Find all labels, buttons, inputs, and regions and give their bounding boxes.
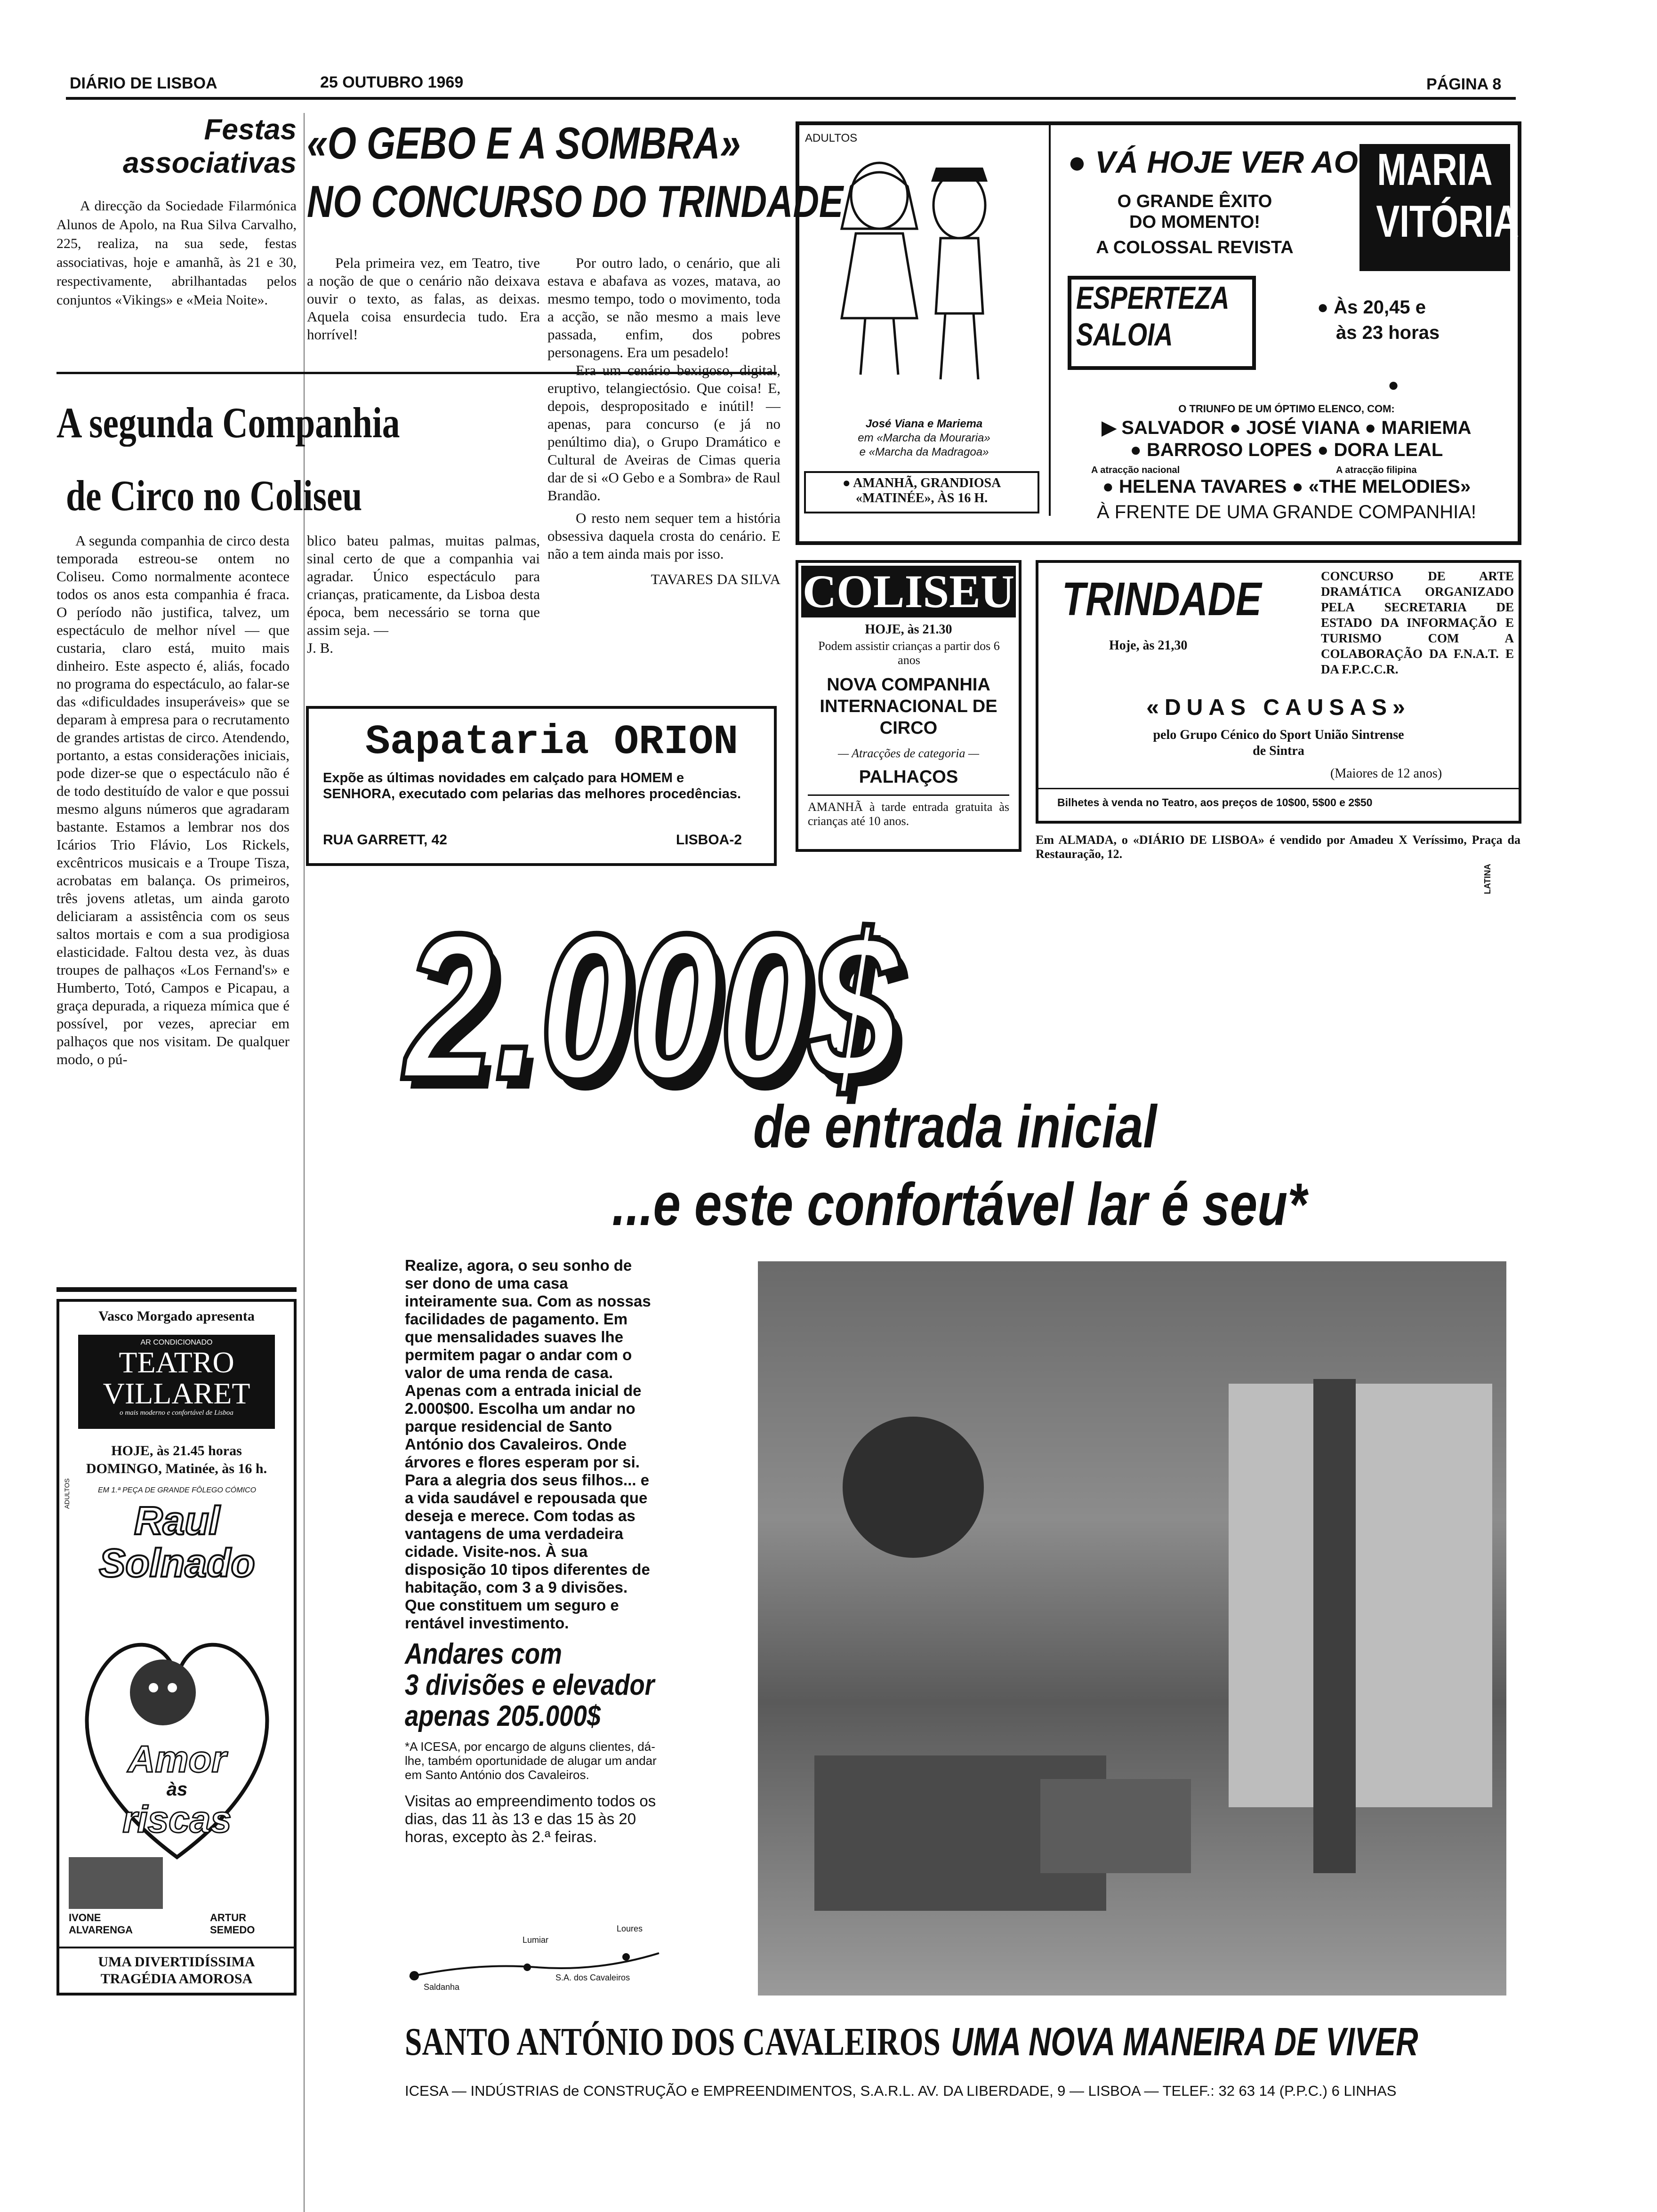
big-price: 2.000$ (405, 891, 899, 1122)
theatre-logo: MARIA VITÓRIA (1359, 144, 1510, 271)
exito-text: O GRANDE ÊXITO DO MOMENTO! A COLOSSAL REVISTA (1096, 192, 1294, 257)
masthead-name: DIÁRIO DE LISBOA (70, 74, 217, 92)
cast-line-3: ● HELENA TAVARES ● «THE MELODIES» (1102, 476, 1471, 497)
elenco-line: O TRIUNFO DE UM ÓPTIMO ELENCO, COM: (1178, 403, 1395, 415)
frente-line: À FRENTE DE UMA GRANDE COMPANHIA! (1096, 502, 1476, 522)
gebo-signature: TAVARES DA SILVA (651, 571, 780, 587)
coliseu-ad: COLISEU HOJE, às 21.30 Podem assistir crianças a partir dos 6 anos NOVA COMPANHIA INTERNACIONAL DE CIRCO — Atracções de categoria — PALHAÇOS AMANHÃ à tarde entrada gratuita às crianças até 10 anos. (796, 560, 1022, 852)
gebo-col-1: Pela primeira vez, em Teatro, tive a noção de que o cenário não deixava ouvir o texto, as falas, as deixas. Aquela coisa ensurdecia tudo. Era horrível! (307, 255, 540, 343)
show-logo: ESPERTEZA SALOIA (1068, 276, 1256, 370)
page-number: PÁGINA 8 (1426, 75, 1502, 93)
coliseu-nova: NOVA COMPANHIA INTERNACIONAL DE CIRCO (820, 675, 997, 738)
amor-logo: Amor às riscas (122, 1738, 232, 1840)
festas-article (56, 113, 297, 310)
festas-body: A direcção da Sociedade Filarmónica Alunos de Apolo, na Rua Silva Carvalho, 225, realiza, na sua sede, festas associativas, hoje e amanhã, às 21 e 30, respectivamente, abrilhantadas pelos conjuntos «Vikings» e «Meia Noite». (56, 198, 297, 308)
circo-col-1: A segunda companhia de circo desta temporada estreou-se ontem no Coliseu. Como normalmente acontece todos os anos esta companhia é fraca. O período não justifica, talvez, um espectáculo de melhor nível — que custaria, claro está, muito mais dinheiro. Este aspecto é, aliás, focado no programa do espectáculo, ao falar-se das «dificuldades insuperáveis» que se deparam à empresa para o recrutamento de grandes artistas de circo. Atendendo, portanto, a estas considerações iniciais, pode dizer-se que o espectáculo não é de todo destituído de valor e que possui mesmo alguns números que agradaram bastante. Estamos a lembrar nos dos Icários Trio Flávio, Los Rickels, excêntricos musicais e a Troupe Tisza, acrobatas em balança. Os primeiros, três jovens atletas, um ainda garoto deliciaram a assistência com os seus saltos mortais e com a sua prodigiosa elasticidade. Faltou desta vez, às duas troupes de palhaços «Los Fernand's» e Humberto, Totó, Campos e Picapau, a graça depurada, a riqueza mímica que é possível, por vezes, apreciar em palhaços que nos visitam. De qualquer modo, o pú- (56, 532, 290, 1067)
villaret-ad: Vasco Morgado apresenta AR CONDICIONADO TEATRO VILLARET o mais moderno e confortável de Lisboa HOJE, às 21.45 horas DOMINGO, Matinée, às 16 h. EM 1.ª PEÇA DE GRANDE FÔLEGO CÓMICO Raul Solnado ADULTOS Amor às riscas IVONE ALVARENGA ARTUR SEMEDO UMA DIVERTIDÍSSIMA TRAGÉDIA AMOROSA (56, 1299, 297, 1996)
gebo-title-1: «O GEBO E A SOMBRA» (307, 118, 741, 168)
icesa-footer: ICESA — INDÚSTRIAS de CONSTRUÇÃO e EMPREENDIMENTOS, S.A.R.L. AV. DA LIBERDADE, 9 — LISBOA — TELEF.: 32 63 14 (P.P.C.) 6 LINHAS (405, 2083, 1397, 2099)
headline-line-1: de entrada inicial (753, 1093, 1157, 1161)
circo-title-1: A segunda Companhia (56, 399, 400, 447)
adultos-tag: ADULTOS (805, 132, 858, 144)
orion-city: LISBOA-2 (676, 832, 742, 848)
festas-title: Festas associativas (123, 113, 297, 179)
orion-text: Expõe as últimas novidades em calçado para HOMEM e SENHORA, executado com pelarias das melhores procedências. (323, 770, 741, 801)
trindade-ad: TRINDADE Hoje, às 21,30 CONCURSO DE ARTE DRAMÁTICA ORGANIZADO PELA SECRETARIA DE ESTADO DA INFORMAÇÃO E TURISMO COM A COLABORAÇÃO DA F.N.A.T. E DA F.P.C.C.R. «DUAS CAUSAS» pelo Grupo Cénico do Sport União Sintrense de Sintra (Maiores de 12 anos) Bilhetes à venda no Teatro, aos preços de 10$00, 5$00 e 2$50 (1036, 560, 1521, 824)
cast-line-1: ▶ SALVADOR ● JOSÉ VIANA ● MARIEMA (1102, 417, 1472, 438)
coliseu-name: COLISEU (801, 566, 1016, 617)
almada-note: Em ALMADA, o «DIÁRIO DE LISBOA» é vendido por Amadeu X Veríssimo, Praça da Restauração, 12. (1036, 833, 1520, 861)
circo-title-2: de Circo no Coliseu (66, 472, 362, 520)
headline-line-2: ...e este confortável lar é seu* (612, 1171, 1307, 1238)
agency-credit: LATINA (1483, 864, 1492, 894)
icesa-slogan: SANTO ANTÓNIO DOS CAVALEIROS UMA NOVA MANEIRA DE VIVER (405, 2020, 1418, 2064)
actor-photos (69, 1857, 163, 1909)
show-hours: ● Às 20,45 e às 23 horas (1317, 297, 1440, 343)
matinee-box: ● AMANHÃ, GRANDIOSA «MATINÉE», ÀS 16 H. (804, 471, 1039, 513)
caricature-illustration (809, 153, 1025, 398)
circo-signature: J. B. (307, 640, 333, 656)
trindade-bilhetes: Bilhetes à venda no Teatro, aos preços de 10$00, 5$00 e 2$50 (1057, 796, 1373, 809)
gebo-col-2: Por outro lado, o cenário, que ali estava e abafava as vozes, matava, ao mesmo tempo, todo o movimento, toda a acção, se não mesmo a mais leve passada, enfim, dos pobres personagens. Era um pesadelo! Era um cenário bexigoso, digital, eruptivo, telangiectósio. Que coisa! E, depois, despropositado e inútil! — apenas, para concurso (e já no penúltimo dia), o Grupo Dramático e Cultural de Aveiras de Cimas queria dar de si «O Gebo e a Sombra» de Raul Brandão. O resto nem sequer tem a história obsessiva daquela crosta do cenário. E não a tem ainda mais por isso. TAVARES DA SILVA (547, 255, 780, 587)
trindade-name: TRINDADE (1062, 573, 1262, 625)
trindade-concurso: CONCURSO DE ARTE DRAMÁTICA ORGANIZADO PELA SECRETARIA DE ESTADO DA INFORMAÇÃO E TURISMO COM A COLABORAÇÃO DA F.N.A.T. E DA F.P.C.C.R. (1321, 569, 1514, 676)
trindade-play: «DUAS CAUSAS» (1146, 695, 1411, 720)
maria-vitoria-ad: ADULTOS José Viana e Mariema em «Marcha da Mouraria» e «Marcha da Madragoa» ● AMANHÃ, GRANDIOSA «MATINÉE», ÀS 16 H. ● VÁ HOJE VER AO O GRANDE ÊXITO DO MOMENTO! A COLOSSAL REVISTA MARIA VITÓRIA ESPERTEZA SALOIA ● Às 20,45 e às 23 horas ● O TRIUNFO DE UM ÓPTIMO ELENCO, COM: ▶ SALVADOR ● JOSÉ VIANA ● MARIEMA ● BARROSO LOPES ● DORA LEAL A atracção nacional A atracção filipina ● HELENA TAVARES ● «THE MELODIES» À FRENTE DE UMA GRANDE COMPANHIA! (796, 121, 1521, 545)
caricature-caption: José Viana e Mariema em «Marcha da Mouraria» e «Marcha da Madragoa» (858, 417, 990, 458)
header-rule (66, 97, 1516, 100)
gebo-title-2: NO CONCURSO DO TRINDADE (307, 176, 844, 227)
cast-line-2: ● BARROSO LOPES ● DORA LEAL (1130, 440, 1443, 460)
villaret-logo: AR CONDICIONADO TEATRO VILLARET o mais moderno e confortável de Lisboa (78, 1335, 275, 1429)
ver-hoje: ● VÁ HOJE VER AO (1068, 144, 1358, 179)
orion-name: Sapataria ORION (365, 719, 739, 766)
masthead-date: 25 OUTUBRO 1969 (320, 73, 464, 91)
raul-solnado-logo: Raul Solnado (99, 1499, 255, 1585)
orion-address: RUA GARRETT, 42 (323, 832, 447, 848)
orion-ad (306, 706, 777, 866)
circo-col-2: blico bateu palmas, muitas palmas, sinal certo de que a companhia vai agradar. Único espectáculo para crianças, praticamente, da Lisboa desta época, bem necessário se torna que assim seja. — J. B. (307, 532, 540, 656)
icesa-copy: Realize, agora, o seu sonho de ser dono de uma casa inteiramente sua. Com as nossas facilidades de pagamento. Em que mensalidades suaves lhe permitem pagar o andar com o valor de uma renda de casa. Apenas com a entrada inicial de 2.000$00. Escolha um andar no parque residencial de Santo António dos Cavaleiros. Onde árvores e flores esperam por si. Para a alegria dos seus filhos... e a vida saudável e repousada que deseja e merece. Com todas as vantagens de uma verdadeira cidade. Visite-nos. À sua disposição 10 tipos diferentes de habitação, com 3 a 9 divisões. Que constituem um seguro e rentável investimento. Andares com 3 divisões e elevador apenas 205.000$ *A ICESA, por encargo de alguns clientes, dá-lhe, também oportunidade de alugar um andar em Santo António dos Cavaleiros. Visitas ao empreendimento todos os dias, das 11 às 13 e das 15 às 20 horas, excepto às 2.ª feiras. (405, 1257, 657, 1845)
living-room-photo (758, 1261, 1506, 1996)
